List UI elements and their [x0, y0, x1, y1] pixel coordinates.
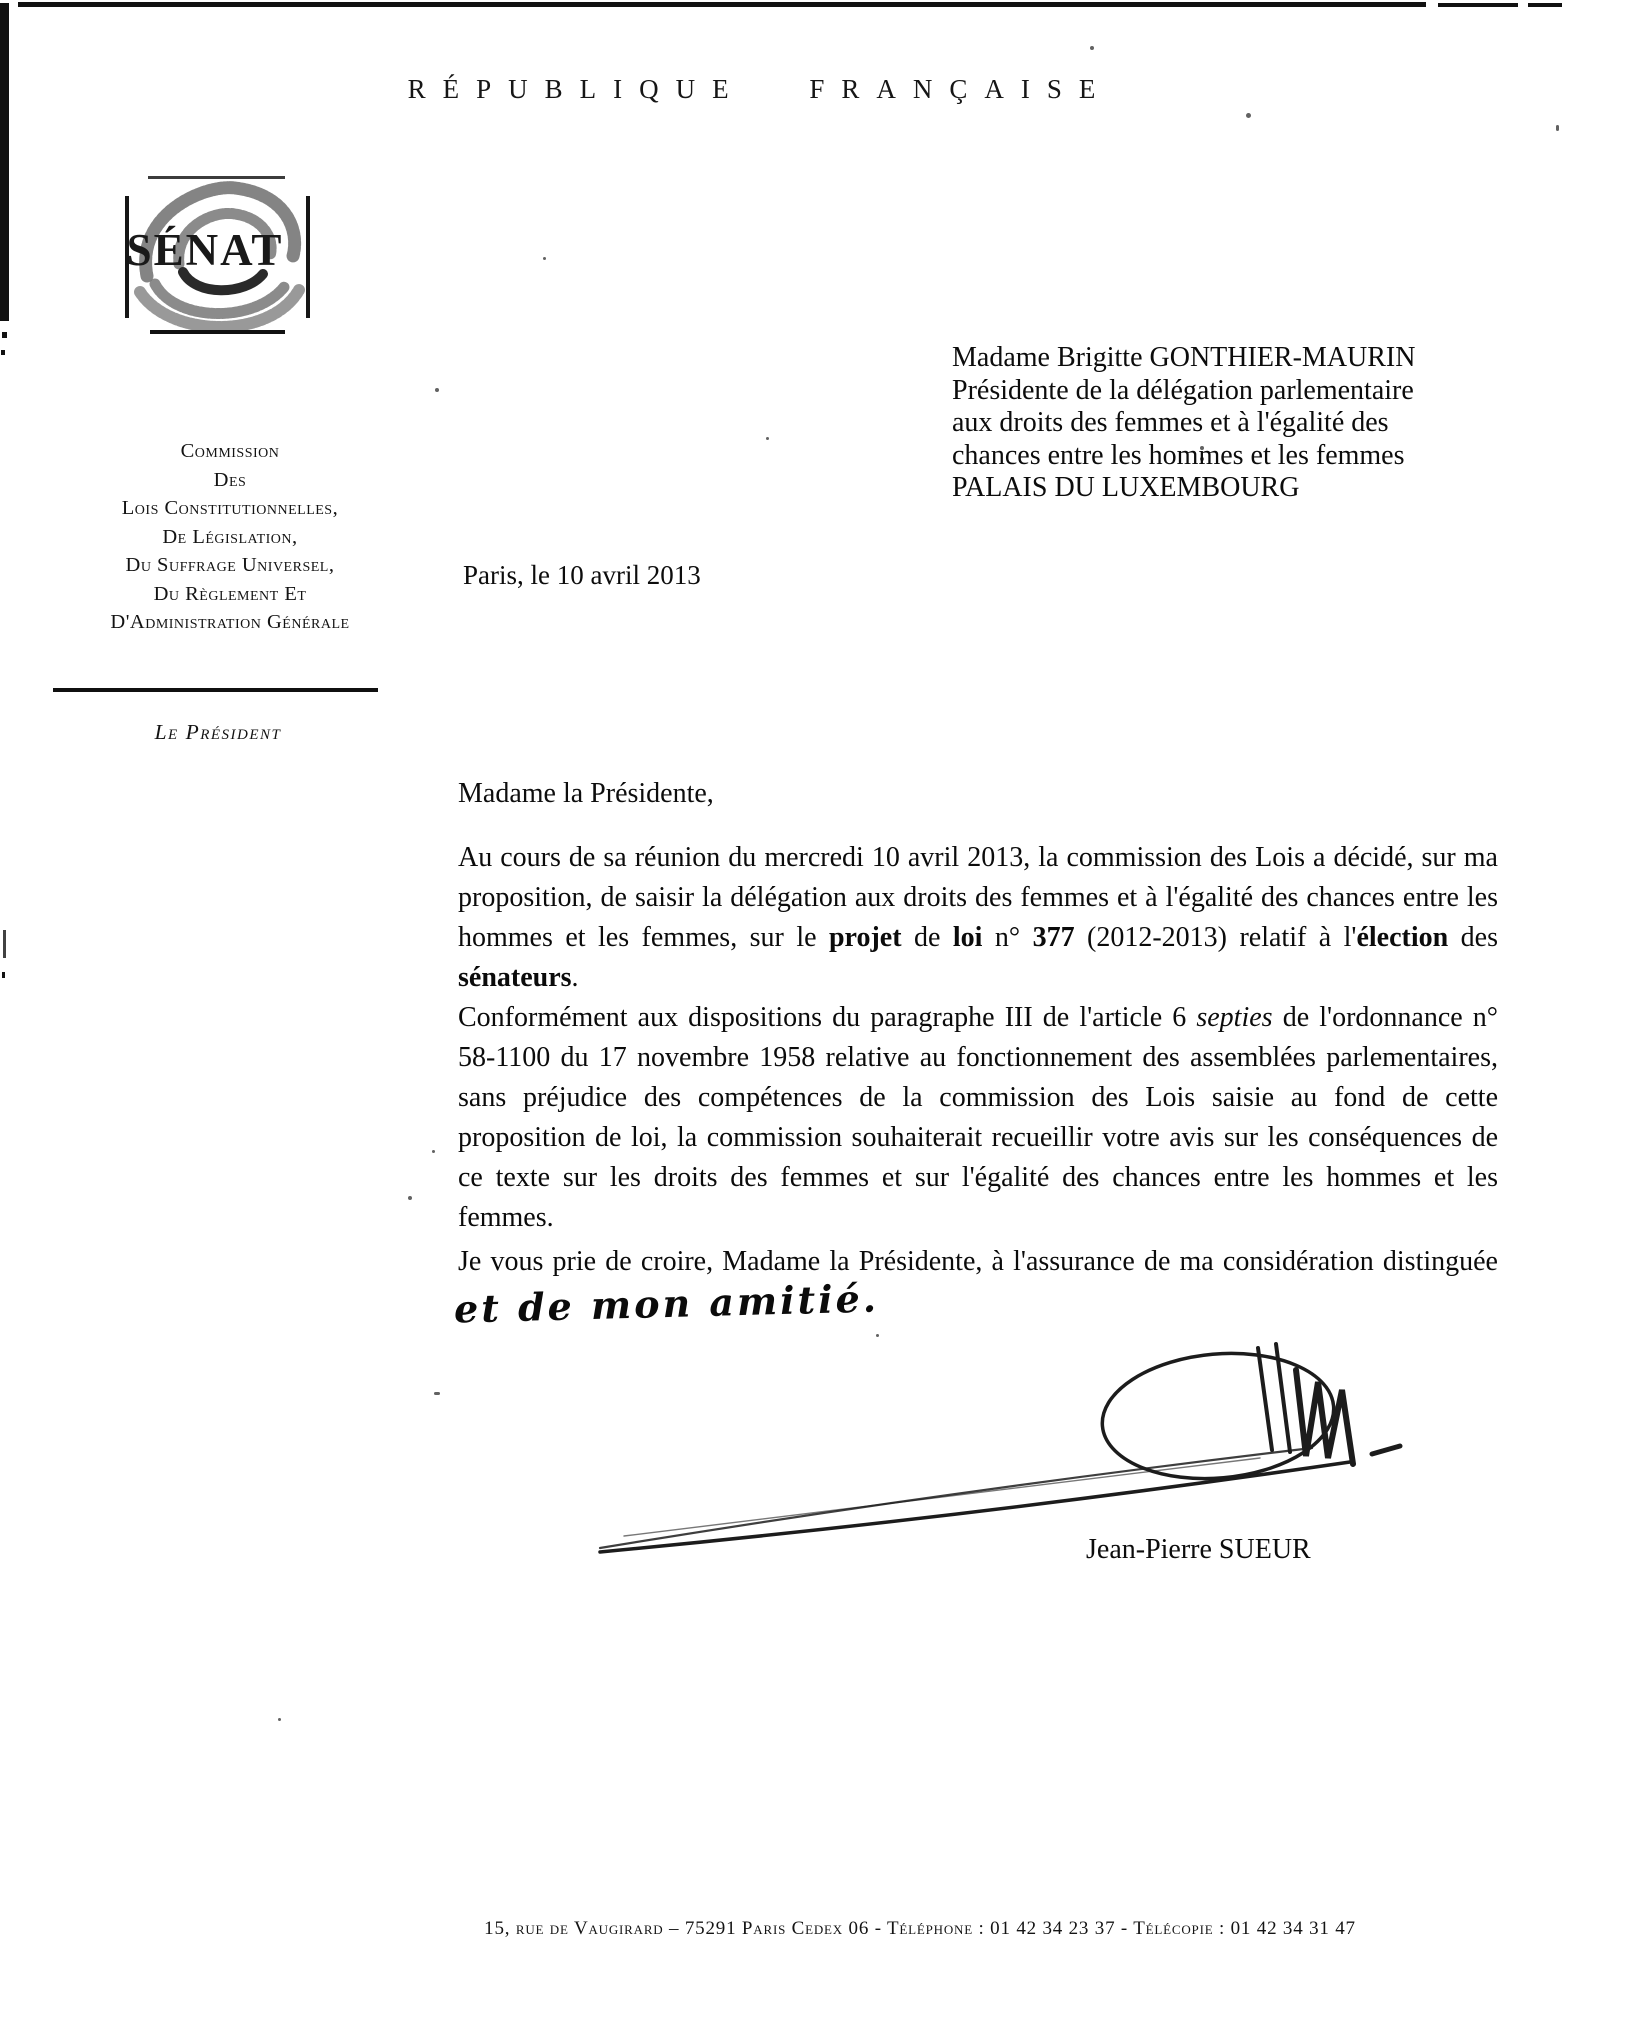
handwritten-text: et de mon amitié. — [453, 1275, 880, 1332]
commission-line: De Législation, — [162, 525, 298, 548]
address-line: Présidente de la délégation parlementaire — [952, 374, 1414, 406]
scan-artifact-top-line — [1438, 3, 1518, 7]
scan-speck — [434, 1392, 440, 1395]
commission-line: Lois Constitutionnelles, — [121, 497, 339, 519]
body-paragraph-3 — [453, 1242, 1498, 1332]
commission-block — [30, 437, 430, 637]
text-segment: élection — [1356, 922, 1449, 953]
scan-artifact-left-bar — [0, 3, 9, 321]
address-line: chances entre les hommes et les femmes — [952, 439, 1405, 471]
scan-speck — [432, 1150, 435, 1153]
logo-bottom-rule — [150, 330, 285, 334]
address-line: Madame Brigitte GONTHIER-MAURIN — [952, 342, 1416, 373]
commission-line: Du Suffrage Universel, — [125, 554, 335, 576]
scan-artifact — [1, 350, 5, 355]
commission-line: D'Administration Générale — [110, 611, 350, 633]
text-segment: Conformément aux dispositions du paragraphe III de l'article 6 — [458, 1002, 1197, 1033]
scan-artifact-top-line — [18, 2, 1426, 7]
scan-speck — [1090, 46, 1094, 50]
republique-francaise-header: RÉPUBLIQUE FRANÇAISE — [407, 74, 1113, 104]
scan-speck — [278, 1718, 281, 1721]
commission-line: Du Règlement Et — [153, 582, 307, 605]
scan-artifact — [2, 972, 5, 978]
text-segment: Je vous prie de croire, Madame la Présidente, à l'assurance de ma considération distinguée — [458, 1246, 1498, 1277]
president-label: Le Président — [154, 720, 282, 744]
address-line: aux droits des femmes et à l'égalité des — [952, 407, 1389, 438]
commission-line: Commission — [180, 440, 280, 462]
text-segment: projet — [828, 922, 902, 953]
scan-speck — [543, 257, 546, 260]
scan-artifact-top-line — [1528, 3, 1562, 7]
body-paragraph-2 — [458, 998, 1498, 1238]
senat-logo — [95, 140, 315, 342]
text-segment: Au cours de sa réunion du mercredi 10 avril 2013, la commission des Lois a décidé, sur ma proposition, de saisir la délégation aux droits des femmes et à l'égalité des chances entre les hommes et les femmes, sur le — [458, 842, 1498, 953]
text-segment: des — [1448, 922, 1498, 953]
scan-speck — [1556, 125, 1559, 131]
scan-speck — [1246, 113, 1251, 118]
text-segment: n° — [982, 922, 1033, 953]
scan-artifact — [2, 332, 7, 338]
text-segment: loi — [952, 922, 983, 953]
recipient-address — [952, 342, 1415, 505]
footer-address: 15, rue de Vaugirard – 75291 Paris Cedex 06 - Téléphone : 01 42 34 23 37 - Télécopie : 01 42 34 31 47 — [484, 1918, 1356, 1939]
body-paragraph-1 — [458, 838, 1498, 998]
senat-logo-text: SÉNAT — [126, 225, 284, 275]
signature-name: Jean-Pierre SUEUR — [1086, 1534, 1311, 1565]
salutation: Madame la Présidente, — [458, 778, 714, 809]
date-line: Paris, le 10 avril 2013 — [463, 560, 701, 590]
text-segment: septies — [1196, 1002, 1273, 1033]
text-segment: de — [901, 922, 953, 953]
commission-line: Des — [213, 468, 247, 491]
text-segment: sénateurs — [458, 962, 572, 993]
scan-speck — [766, 437, 769, 440]
divider-rule — [53, 688, 378, 692]
scan-speck — [408, 1196, 412, 1200]
text-segment: de l'ordonnance n° 58-1100 du 17 novembre 1958 relative au fonctionnement des assemblées parlementaires, sans préjudice des compétences de la commission des Lois saisie au fond de cette proposition de loi, la commission souhaiterait recueillir votre avis sur les conséquences de ce texte sur les droits des femmes et sur l'égalité des chances entre les hommes et les femmes. — [458, 1002, 1498, 1233]
scan-artifact — [3, 930, 6, 958]
scan-speck — [435, 388, 439, 392]
text-segment: . — [571, 962, 579, 993]
text-segment: 377 — [1032, 922, 1075, 953]
text-segment: (2012-2013) relatif à l' — [1074, 922, 1357, 953]
address-line: PALAIS DU LUXEMBOURG — [952, 472, 1300, 503]
